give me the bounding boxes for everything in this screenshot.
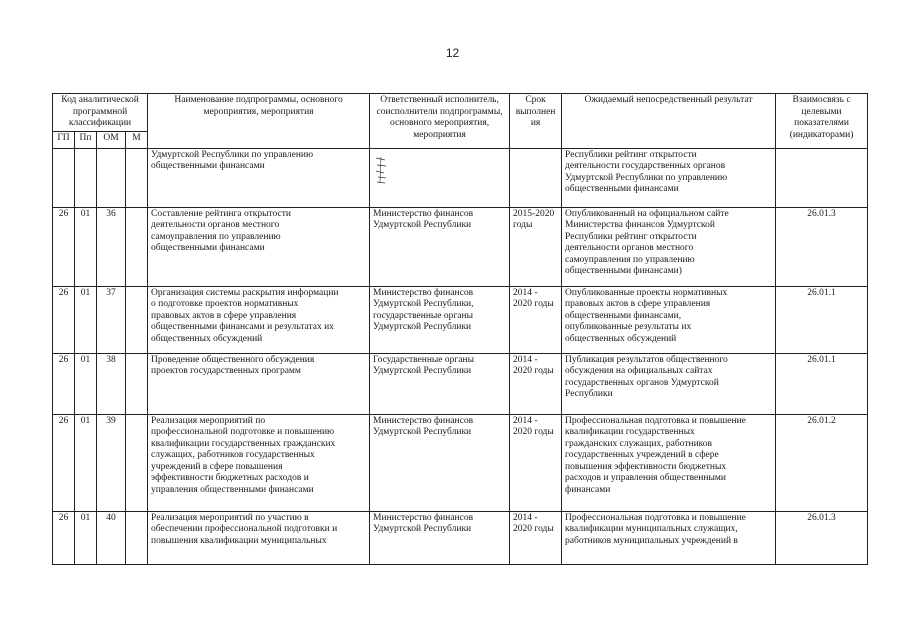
cell-result-text: Опубликованные проекты нормативных правовых актов в сфере управления общественными финансами, опубликованные результаты их общественных обсуждений [565,287,728,344]
cell-term-text: 2015-2020 годы [513,208,555,230]
cell-result-text: Профессиональная подготовка и повышение квалификации государственных гражданских служащих, работников государственных учреждений в сфере повышения эффективности бюджетных расходов и управления общественными финансами [565,415,746,495]
cell-name-text: Составление рейтинга открытости деятельности органов местного самоуправления по управлению общественными финансами [151,208,291,253]
table-row [53,511,868,564]
cell-term [510,511,562,564]
cell-om: 40 [97,511,126,564]
cell-result [562,511,776,564]
header-gp: ГП [53,131,75,148]
cell-indicator [776,148,868,207]
cell-name [148,511,370,564]
cell-om: 39 [97,414,126,511]
cell-name-text: Реализация мероприятий по профессиональной подготовке и повышению квалификации государственных гражданских служащих, работников государственных учреждений в сфере повышения эффективности бюджетных расходов и управления общественными финансами [151,415,336,495]
cell-term [510,286,562,353]
table-row [53,353,868,414]
cell-gp: 26 [53,511,75,564]
cell-term [510,353,562,414]
cell-executor [370,353,510,414]
cell-result [562,148,776,207]
cell-term-text: 2014 - 2020 годы [513,287,554,309]
cell-om: 37 [97,286,126,353]
table-row [53,148,868,207]
cell-result-text: Публикация результатов общественного обсуждения на официальных сайтах государственных органов Удмуртской Республики [565,354,728,399]
cell-executor [370,286,510,353]
cell-m [126,353,148,414]
cell-indicator: 26.01.1 [776,286,868,353]
cell-result [562,207,776,286]
cell-pp: 01 [75,414,97,511]
cell-pp [75,148,97,207]
cell-executor-text: Государственные органы Удмуртской Республики [373,354,474,376]
cell-om: 38 [97,353,126,414]
header-result: Ожидаемый непосредственный результат [562,94,776,149]
cell-executor-text: Министерство финансов Удмуртской Республики [373,512,474,534]
cell-term [510,207,562,286]
page-number: 12 [445,46,460,60]
cell-term [510,148,562,207]
cell-gp: 26 [53,286,75,353]
cell-executor-text: Министерство финансов Удмуртской Республики [373,208,474,230]
cell-indicator: 26.01.1 [776,353,868,414]
header-code-classification: Код аналитической программной классификации [53,94,148,132]
cell-name-text: Удмуртской Республики по управлению общественными финансами [151,149,314,171]
handwritten-mark-icon [375,156,387,184]
cell-indicator: 26.01.3 [776,207,868,286]
cell-name-text: Организация системы раскрытия информации о подготовке проектов нормативных правовых актов в сфере управления общественными финансами и результатах их общественных обсуждений [151,287,339,344]
cell-pp: 01 [75,511,97,564]
cell-gp: 26 [53,353,75,414]
cell-executor [370,511,510,564]
cell-indicator: 26.01.2 [776,414,868,511]
cell-om [97,148,126,207]
cell-gp [53,148,75,207]
cell-name [148,207,370,286]
cell-name [148,286,370,353]
cell-term-text: 2014 - 2020 годы [513,415,554,437]
cell-result-text: Республики рейтинг открытости деятельности государственных органов Удмуртской Республики по управлению общественными финансами [565,149,728,194]
cell-result-text: Опубликованный на официальном сайте Министерства финансов Удмуртской Республики рейтинг открытости деятельности органов местного самоуправления по управлению общественными финансами) [565,208,729,276]
cell-term [510,414,562,511]
cell-term-text: 2014 - 2020 годы [513,354,554,376]
cell-executor-text: Министерство финансов Удмуртской Республики, государственные органы Удмуртской Республики [373,287,474,332]
header-m: М [126,131,148,148]
header-name: Наименование подпрограммы, основного мероприятия, мероприятия [148,94,370,149]
cell-pp: 01 [75,286,97,353]
header-executor: Ответственный исполнитель, соисполнители подпрограммы, основного мероприятия, мероприятия [370,94,510,149]
program-table [52,93,868,565]
header-indicator-link: Взаимосвязь с целевыми показателями (индикаторами) [776,94,868,149]
cell-pp: 01 [75,207,97,286]
cell-result [562,286,776,353]
header-pp: Пп [75,131,97,148]
cell-executor [370,148,510,207]
cell-name [148,353,370,414]
table-row [53,207,868,286]
cell-indicator: 26.01.3 [776,511,868,564]
cell-executor [370,414,510,511]
cell-term-text: 2014 - 2020 годы [513,512,554,534]
header-row [53,94,868,132]
cell-m [126,414,148,511]
cell-result-text: Профессиональная подготовка и повышение квалификации муниципальных служащих, работников муниципальных учреждений в [565,512,746,546]
header-om: ОМ [97,131,126,148]
cell-name [148,148,370,207]
cell-pp: 01 [75,353,97,414]
cell-name-text: Проведение общественного обсуждения проектов государственных программ [151,354,315,376]
cell-m [126,511,148,564]
cell-executor [370,207,510,286]
cell-name [148,414,370,511]
cell-m [126,148,148,207]
cell-gp: 26 [53,414,75,511]
table-row [53,414,868,511]
cell-result [562,414,776,511]
cell-m [126,286,148,353]
table-row [53,286,868,353]
cell-om: 36 [97,207,126,286]
cell-gp: 26 [53,207,75,286]
header-term: Срок выполнен ия [510,94,562,149]
cell-result [562,353,776,414]
cell-executor-text: Министерство финансов Удмуртской Республики [373,415,474,437]
cell-m [126,207,148,286]
cell-name-text: Реализация мероприятий по участию в обеспечении профессиональной подготовки и повышения квалификации муниципальных [151,512,338,546]
